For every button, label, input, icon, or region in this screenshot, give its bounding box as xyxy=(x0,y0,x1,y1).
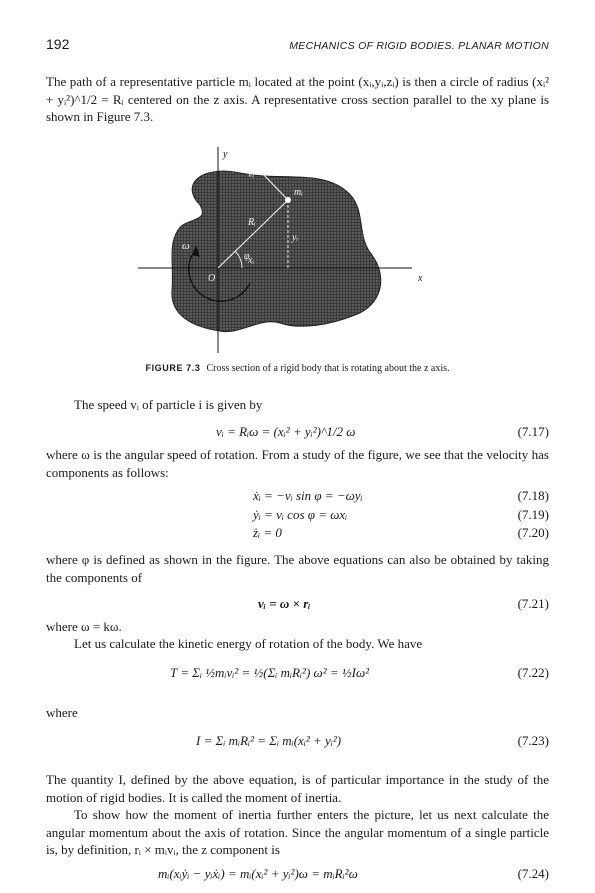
paragraph-7 xyxy=(46,704,549,722)
rigid-body-cross-section xyxy=(172,171,381,331)
equation-7-22-number: (7.22) xyxy=(517,665,549,680)
paragraph-2-text: The speed vᵢ of particle i is given by xyxy=(74,397,263,412)
equation-7-18-number: (7.18) xyxy=(517,488,549,503)
omega-label: ω xyxy=(182,240,190,252)
figure-7-3 xyxy=(130,145,430,355)
equation-7-20-body: żᵢ = 0 xyxy=(253,525,282,540)
paragraph-6-text: Let us calculate the kinetic energy of rotation of the body. We have xyxy=(74,636,423,651)
paragraph-6 xyxy=(46,635,549,653)
equation-7-17-body: vᵢ = Rᵢω = (xᵢ² + yᵢ²)^1/2 ω xyxy=(216,424,356,439)
radius-label: Rᵢ xyxy=(248,217,256,228)
equation-7-20-number: (7.20) xyxy=(517,525,549,540)
paragraph-9 xyxy=(46,806,549,859)
paragraph-8 xyxy=(46,771,549,806)
equation-7-22 xyxy=(46,665,549,685)
page-number: 192 xyxy=(46,36,70,52)
paragraph-8-text: The quantity I, defined by the above equation, is of particular importance in the study of the motion of rigid bodies. It is called the moment of inertia. xyxy=(46,772,549,805)
paragraph-3-text: where ω is the angular speed of rotation. From a study of the figure, we see that the velocity has components as follows: xyxy=(46,447,549,480)
paragraph-5-text: where ω = kω. xyxy=(46,619,122,634)
paragraph-1 xyxy=(46,73,549,126)
paragraph-9-text: To show how the moment of inertia further enters the picture, let us next calculate the angular momentum about the axis of rotation. Since the angular momentum of a single particle is, by definition, rᵢ × mᵢvᵢ, the z component is xyxy=(46,807,549,857)
particle-dot xyxy=(285,197,291,203)
equation-7-19-number: (7.19) xyxy=(517,507,549,522)
equation-7-21 xyxy=(46,596,549,616)
xi-label: xᵢ xyxy=(248,255,255,266)
equation-7-23 xyxy=(46,733,549,753)
paragraph-1-text: The path of a representative particle mᵢ located at the point (xᵢ,yᵢ,zᵢ) is then a circle of radius (xᵢ² + yᵢ²)^1/2 = Rᵢ centered on the z axis. A representative cross section parallel to the xy plane is shown in Figure 7.3. xyxy=(46,74,549,124)
equation-7-18 xyxy=(46,488,549,508)
y-axis-label: y xyxy=(223,149,228,160)
paragraph-7-text: where xyxy=(46,705,78,720)
figure-caption xyxy=(46,363,549,374)
velocity-label: vᵢ xyxy=(248,169,255,180)
equation-7-18-body: ẋᵢ = −vᵢ sin φ = −ωyᵢ xyxy=(253,488,363,503)
x-axis-label: x xyxy=(418,273,423,284)
equation-7-21-number: (7.21) xyxy=(517,596,549,611)
paragraph-3 xyxy=(46,446,549,481)
equation-7-24 xyxy=(46,866,549,886)
equation-7-23-number: (7.23) xyxy=(517,733,549,748)
yi-label: yᵢ xyxy=(292,232,299,243)
equation-7-21-body: vᵢ = ω × rᵢ xyxy=(258,596,311,611)
paragraph-4-text: where φ is defined as shown in the figure. The above equations can also be obtained by taking the components of xyxy=(46,552,549,585)
paragraph-2 xyxy=(46,396,549,414)
paragraph-4 xyxy=(46,551,549,586)
equation-7-17-number: (7.17) xyxy=(517,424,549,439)
equation-7-19-body: ẏᵢ = vᵢ cos φ = ωxᵢ xyxy=(253,507,348,522)
running-title: MECHANICS OF RIGID BODIES. PLANAR MOTION xyxy=(289,40,549,52)
equation-7-24-number: (7.24) xyxy=(517,866,549,881)
equation-7-17 xyxy=(46,424,549,444)
equation-7-23-body: I = Σᵢ mᵢRᵢ² = Σᵢ mᵢ(xᵢ² + yᵢ²) xyxy=(196,733,342,748)
phi-label: φ xyxy=(244,251,250,262)
equation-7-20 xyxy=(46,525,549,545)
equation-7-19 xyxy=(46,507,549,527)
figure-caption-label: FIGURE 7.3 xyxy=(145,363,201,373)
equation-7-22-body: T = Σᵢ ½mᵢvᵢ² = ½(Σᵢ mᵢRᵢ²) ω² = ½Iω² xyxy=(170,665,370,680)
equation-7-24-body: mᵢ(xᵢẏᵢ − yᵢẋᵢ) = mᵢ(xᵢ² + yᵢ²)ω = mᵢRᵢ²ω xyxy=(158,866,358,881)
mass-label: mᵢ xyxy=(294,187,303,198)
origin-label: O xyxy=(208,273,216,284)
paragraph-5 xyxy=(46,618,549,636)
figure-caption-text: Cross section of a rigid body that is rotating about the z axis. xyxy=(206,363,450,374)
